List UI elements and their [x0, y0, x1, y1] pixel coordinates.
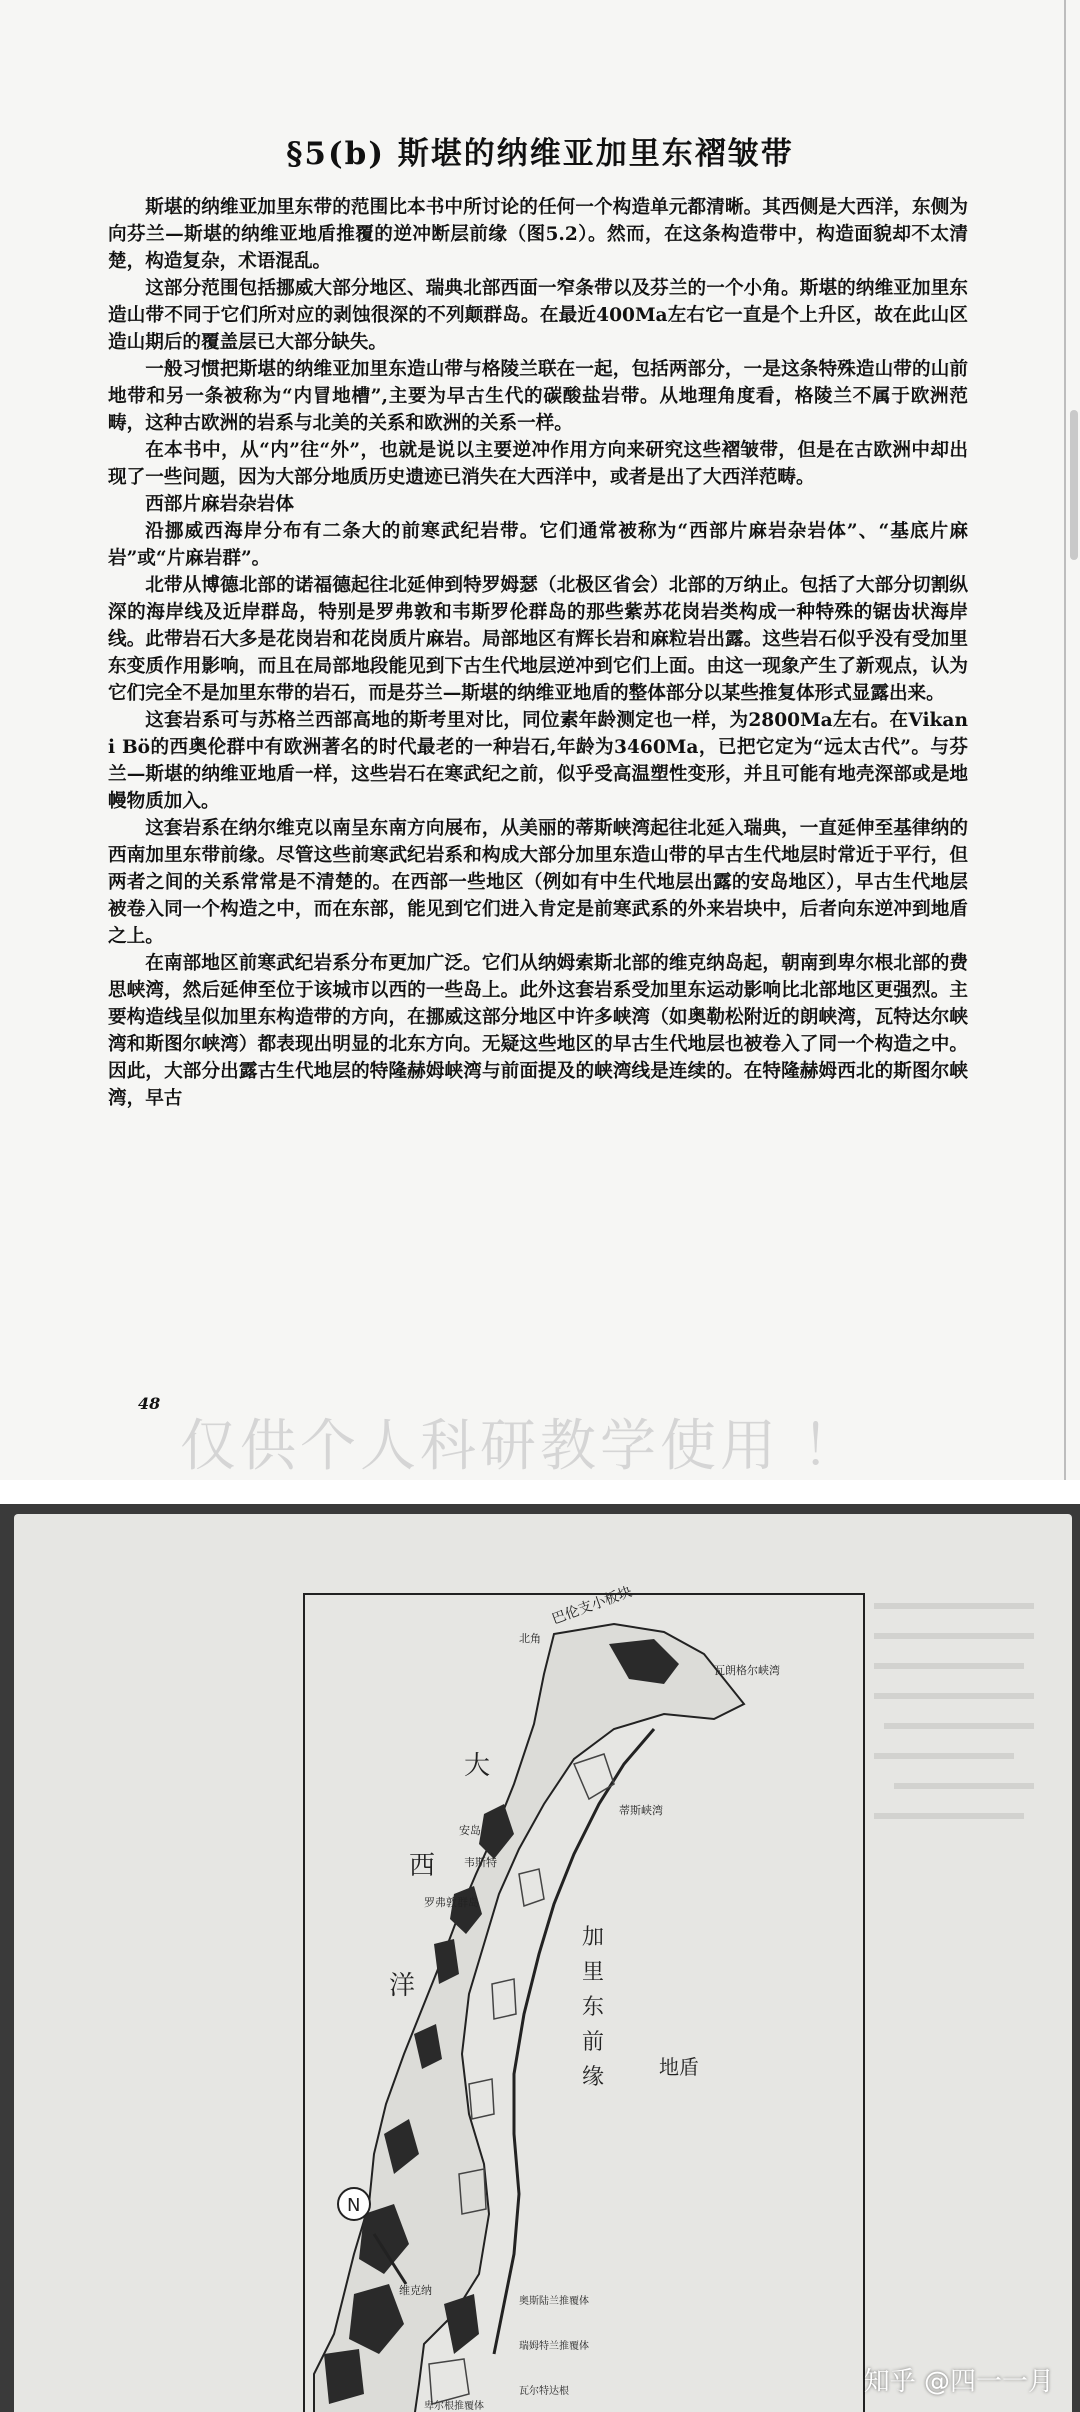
map-label-shield: 地盾 [659, 2055, 699, 2079]
gneiss-complexes [324, 1639, 679, 2404]
map-label-bergen: 卑尔根推覆体 [424, 2401, 484, 2412]
map-label-front-4: 前 [582, 2030, 605, 2055]
map-label-atlantic-1: 大 [464, 1751, 491, 1781]
map-label-vikna: 维克纳 [399, 2284, 432, 2297]
svg-text:N: N [347, 2195, 361, 2216]
map-label-front-2: 里 [582, 1960, 605, 1985]
paragraph: 在南部地区前寒武纪岩系分布更加广泛。它们从纳姆索斯北部的维克纳岛起，朝南到卑尔根北部的费思峡湾，然后延伸至位于该城市以西的一些岛上。此外这套岩系受加里东运动影响比北部地区更强烈。主要构造线呈似加里东构造带的方向，在挪威这部分地区中许多峡湾（如奥勒松附近的朗峡湾，瓦特达尔峡湾和斯图尔峡湾）都表现出明显的北东方向。无疑这些地区的早古生代地层也被卷入了同一个构造之中。因此，大部分出露古生代地层的特隆赫姆峡湾与前面提及的峡湾线是连续的。在特隆赫姆西北的斯图尔峡湾，早古 [108, 953, 968, 1109]
page-edge [1064, 0, 1066, 1480]
map-label-north-cape: 北角 [519, 1632, 541, 1645]
paragraph: 在本书中，从“内”往“外”，也就是说以主要逆冲作用方向来研究这些褶皱带，但是在古欧洲中却出现了一些问题，因为大部分地质历史遗迹已消失在大西洋中，或者是出了大西洋范畴。 [108, 440, 968, 488]
section-title: §5(b) 斯堪的纳维亚加里东褶皱带 [286, 136, 794, 172]
map-label-nappe-3: 瓦尔特达根 [519, 2386, 569, 2397]
bleed-through-lines [874, 1606, 1034, 1816]
map-label-tysfjord: 蒂斯峡湾 [619, 1804, 663, 1817]
map-label-atlantic-3: 洋 [389, 1971, 416, 2001]
map-label-front-1: 加 [582, 1925, 605, 1950]
paragraph: 北带从博德北部的诺福德起往北延伸到特罗姆瑟（北极区省会）北部的万纳止。包括了大部分切割纵深的海岸线及近岸群岛，特别是罗弗敦和韦斯罗伦群岛的那些紫苏花岗岩类构成一种特殊的锯齿状海岸线。此带岩石大多是花岗岩和花岗质片麻岩。局部地区有辉长岩和麻粒岩出露。这些岩石似乎没有受加里东变质作用影响，而且在局部地段能见到下古生代地层逆冲到它们上面。由这一现象产生了新观点，认为它们完全不是加里东带的岩石，而是芬兰—斯堪的纳维亚地盾的整体部分以某些推复体形式显露出来。 [108, 575, 968, 704]
map-label-barents: 巴伦支小板块 [549, 1583, 635, 1628]
map-label-atlantic-2: 西 [409, 1851, 436, 1881]
map-label-nappe-2: 瑞姆特兰推覆体 [519, 2341, 589, 2352]
body-text [108, 194, 968, 1112]
map-label-front-3: 东 [582, 1995, 605, 2020]
page-divider [0, 1480, 1080, 1504]
map-label-varanger: 瓦朗格尔峡湾 [714, 1664, 780, 1677]
page-number: 48 [138, 1394, 161, 1413]
section-heading: 西部片麻岩杂岩体 [145, 494, 294, 515]
paragraph: 这套岩系可与苏格兰西部高地的斯考里对比，同位素年龄测定也一样，为2800Ma左右。在Vikan i Bö的西奥伦群中有欧洲著名的时代最老的一种岩石,年龄为3460Ma，已把它定为“远太古代”。与芬兰—斯堪的纳维亚地盾一样，这些岩石在寒武纪之前，似乎受高温塑性变形，并且可能有地壳深部或是地幔物质加入。 [108, 710, 968, 812]
paragraph: 这套岩系在纳尔维克以南呈东南方向展布，从美丽的蒂斯峡湾起往北延入瑞典，一直延伸至基律纳的西南加里东带前缘。尽管这些前寒武纪岩系和构成大部分加里东造山带的早古生代地层时常近于平行，但两者之间的关系常常是不清楚的。在西部一些地区（例如有中生代地层出露的安岛地区），早古生代地层被卷入同一个构造之中，而在东部，能见到它们进入肯定是前寒武系的外来岩块中，后者向东逆冲到地盾之上。 [108, 818, 968, 947]
map-label-andoy: 安岛 [459, 1824, 481, 1837]
paragraph: 沿挪威西海岸分布有二条大的前寒武纪岩带。它们通常被称为“西部片麻岩杂岩体”、“基底片麻岩”或“片麻岩群”。 [108, 521, 968, 569]
scan-page-2 [0, 1504, 1080, 2412]
map-label-lofoten: 罗弗敦群岛 [424, 1896, 479, 1909]
watermark: 仅供个人科研教学使用 ！ [180, 1414, 862, 1479]
paragraph: 这部分范围包括挪威大部分地区、瑞典北部西面一窄条带以及芬兰的一个小角。斯堪的纳维亚加里东造山带不同于它们所对应的剥蚀很深的不列颠群岛。在最近400Ma左右它一直是个上升区，故在此山区造山期后的覆盖层已大部分缺失。 [108, 278, 968, 353]
map-label-vesteralen: 韦斯特 [464, 1856, 497, 1869]
source-credit: 知乎 @四一一月 [863, 2367, 1054, 2397]
scrollbar[interactable] [1070, 410, 1078, 560]
paragraph: 一般习惯把斯堪的纳维亚加里东造山带与格陵兰联在一起，包括两部分，一是这条特殊造山带的山前地带和另一条被称为“内冒地槽”,主要为早古生代的碳酸盐岩带。从地理角度看，格陵兰不属于欧洲范畴，这种古欧洲的岩系与北美的关系和欧洲的关系一样。 [108, 359, 968, 434]
map-label-front-5: 缘 [582, 2065, 605, 2090]
map-label-nappe-1: 奥斯陆兰推覆体 [519, 2296, 589, 2307]
paragraph: 斯堪的纳维亚加里东带的范围比本书中所讨论的任何一个构造单元都清晰。其西侧是大西洋，东侧为向芬兰—斯堪的纳维亚地盾推覆的逆冲断层前缘（图5.2）。然而，在这条构造带中，构造面貌却不太清楚，构造复杂，术语混乱。 [108, 197, 968, 272]
scandinavia-map [14, 1514, 1072, 2412]
